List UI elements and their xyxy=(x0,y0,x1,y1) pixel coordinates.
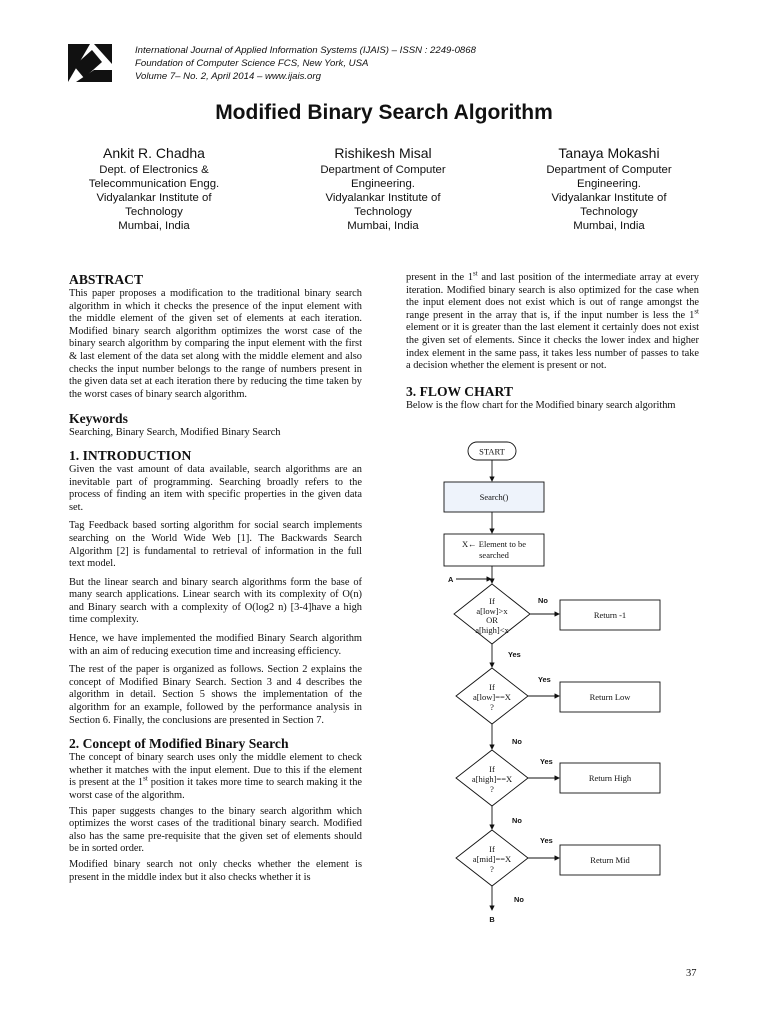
author-affiliation: Engineering. xyxy=(351,178,415,190)
flowchart-heading: 3. FLOW CHART xyxy=(406,383,513,399)
decision-2-line-3: ? xyxy=(490,702,494,712)
author-affiliation: Technology xyxy=(125,206,183,218)
journal-line-2: Foundation of Computer Science FCS, New York, USA xyxy=(135,58,369,69)
superscript: st xyxy=(473,269,478,278)
decision-1-no-label: No xyxy=(538,596,548,605)
author-1 xyxy=(54,145,254,233)
text-span: element or it is greater than the last element it certainly does not exist the given set of elements. Since it checks the lower index and higher index element in the same pass, it takes less number of passes to take a decision whether the element is present or not. xyxy=(406,322,699,372)
start-label: START xyxy=(479,446,505,457)
decision-4-no-label: No xyxy=(514,895,524,904)
concept-paragraph: This paper suggests changes to the binary search algorithm which optimizes the worst cases of the traditional binary search. Modified also has the same pre-requisite that the given set of elements should be in sorted order. xyxy=(69,805,362,855)
text-span: The concept of binary search uses only the middle element to check whether it matches with the input element. Due to this if the element is present at the 1 xyxy=(69,752,362,789)
return-mid-label: Return Mid xyxy=(590,855,630,865)
concept-heading: 2. Concept of Modified Binary Search xyxy=(69,736,289,752)
author-affiliation: Mumbai, India xyxy=(573,220,645,232)
flowchart-diagram xyxy=(404,438,704,928)
author-3 xyxy=(509,145,709,233)
journal-logo xyxy=(68,44,112,82)
return-high-label: Return High xyxy=(588,773,632,783)
decision-4-line-3: ? xyxy=(490,864,494,874)
search-label: Search() xyxy=(479,492,509,502)
author-name: Tanaya Mokashi xyxy=(558,145,660,161)
journal-line-3: Volume 7– No. 2, April 2014 – www.ijais.org xyxy=(135,71,321,82)
intro-paragraph: The rest of the paper is organized as follows. Section 2 explains the concept of Modified Binary Search. Section 3 and 4 describes the algorithm in detail. Section 5 shows the implementation of the algorithm for an example, followed by the performance analysis in Section 6. Finally, the conclusions are presented in Section 7. xyxy=(69,664,362,726)
decision-4-yes-label: Yes xyxy=(540,836,553,845)
decision-1-line-4: a[high]<x xyxy=(475,625,509,635)
author-name: Rishikesh Misal xyxy=(334,145,432,161)
connector-a-label: A xyxy=(448,575,454,584)
keywords-text: Searching, Binary Search, Modified Binary Search xyxy=(69,427,281,439)
intro-paragraph: But the linear search and binary search algorithms form the base of many search applications. Linear search with its complexity of O(n) and Binary search with a complexity of O(log2 n) [3-4]have a high time complexity. xyxy=(69,576,362,626)
flowchart-intro: Below is the flow chart for the Modified binary search algorithm xyxy=(406,399,676,411)
decision-1-line-1: If xyxy=(489,596,495,606)
author-affiliation: Vidyalankar Institute of xyxy=(325,192,441,204)
author-affiliation: Engineering. xyxy=(577,178,641,190)
page-number: 37 xyxy=(686,968,697,979)
element-label-line-2: searched xyxy=(479,550,509,560)
author-affiliation: Mumbai, India xyxy=(118,220,190,232)
decision-3-yes-label: Yes xyxy=(540,757,553,766)
decision-1-line-3: OR xyxy=(486,615,498,625)
intro-heading: 1. INTRODUCTION xyxy=(69,447,192,463)
intro-paragraph: Tag Feedback based sorting algorithm for social search implements searching on the World Wide Web [1]. The Backwards Search Algorithm [2] is fundamental to retrieval of information in the full text model. xyxy=(69,520,362,570)
superscript: st xyxy=(143,774,148,783)
superscript: st xyxy=(694,307,699,316)
intro-paragraph: Hence, we have implemented the modified Binary Search algorithm with an aim of reducing execution time and increasing efficiency. xyxy=(69,633,362,657)
author-name: Ankit R. Chadha xyxy=(103,145,205,161)
left-column xyxy=(69,272,362,890)
decision-2-no-label: No xyxy=(512,737,522,746)
decision-2-yes-label: Yes xyxy=(538,675,551,684)
return-low-label: Return Low xyxy=(589,692,631,702)
author-affiliation: Telecommunication Engg. xyxy=(88,178,220,190)
right-column xyxy=(406,269,699,418)
author-affiliation: Dept. of Electronics & xyxy=(99,164,209,176)
decision-4-line-2: a[mid]==X xyxy=(472,854,512,864)
intro-paragraph: Given the vast amount of data available, search algorithms are an inevitable part of programming. Searching broadly refers to the process of finding an item with specific properties in the given data set. xyxy=(69,463,362,513)
author-affiliation: Technology xyxy=(580,206,638,218)
connector-b-label: B xyxy=(489,915,495,924)
author-affiliation: Vidyalankar Institute of xyxy=(551,192,667,204)
text-span: present in the 1 xyxy=(406,272,474,283)
decision-3-line-2: a[high]==X xyxy=(471,774,513,784)
concept-paragraph: Modified binary search not only checks whether the element is present in the middle index but it also checks whether it is xyxy=(69,858,362,883)
keywords-heading: Keywords xyxy=(69,411,128,427)
author-affiliation: Mumbai, India xyxy=(347,220,419,232)
decision-3-no-label: No xyxy=(512,816,522,825)
author-affiliation: Department of Computer xyxy=(546,164,672,176)
decision-3-line-3: ? xyxy=(490,784,494,794)
decision-3-line-1: If xyxy=(489,764,495,774)
decision-2-line-1: If xyxy=(489,682,495,692)
abstract-text: This paper proposes a modification to the traditional binary search algorithm in which it checks the presence of the input element with the middle element of the given set of elements at each iteration. Modified binary search algorithm optimizes the worst case of the binary search algorithm by comparing the input element with the first & last element of the data set along with the middle element and also checks the input number belongs to the range of numbers present in the given data set at each iteration there by reducing the time taken by the worst cases of binary search algorithm. xyxy=(69,288,362,400)
abstract-heading: ABSTRACT xyxy=(69,272,144,287)
text-span: position it takes more time to search making it the worst case of the algorithm. xyxy=(69,777,363,801)
return-minus-one-label: Return -1 xyxy=(593,610,627,620)
author-affiliation: Technology xyxy=(354,206,412,218)
author-affiliation: Vidyalankar Institute of xyxy=(96,192,212,204)
author-2 xyxy=(283,145,483,233)
decision-1-line-2: a[low]>x xyxy=(476,606,508,616)
concept-paragraph xyxy=(69,752,362,802)
paper-title: Modified Binary Search Algorithm xyxy=(215,101,553,124)
decision-4-line-1: If xyxy=(489,844,495,854)
text-span: and last position of the intermediate array at every iteration. Modified binary search is also optimized for the case when the input element does not exist which is out of range amongst the range present in the array that is, if the input number is less the 1 xyxy=(406,272,699,321)
decision-1-yes-label: Yes xyxy=(508,650,521,659)
decision-2-line-2: a[low]==X xyxy=(473,692,511,702)
journal-line-1: International Journal of Applied Information Systems (IJAIS) – ISSN : 2249-0868 xyxy=(135,45,476,56)
element-label-line-1: X← Element to be xyxy=(462,539,526,549)
journal-header xyxy=(135,44,476,83)
author-affiliation: Department of Computer xyxy=(320,164,446,176)
continued-paragraph xyxy=(406,269,699,373)
